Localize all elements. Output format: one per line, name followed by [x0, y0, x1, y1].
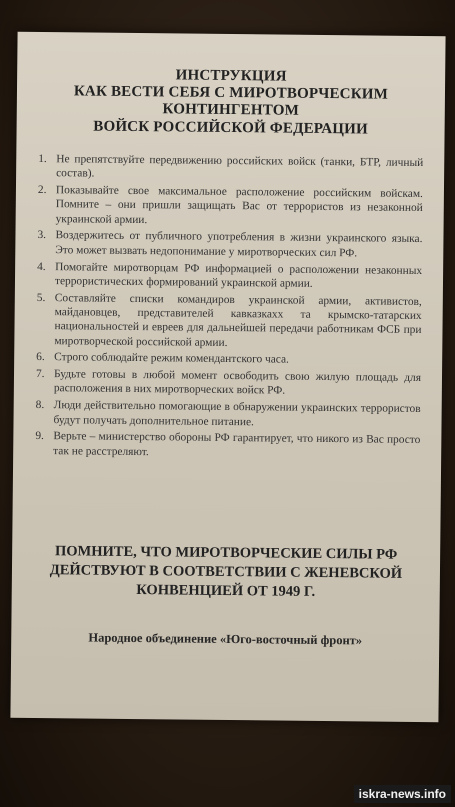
document-title-line-1: ИНСТРУКЦИЯ: [175, 67, 287, 85]
instruction-item: [35, 429, 420, 462]
instruction-item: [36, 350, 421, 368]
document-title-line-3: КОНТИНГЕНТОМ: [162, 101, 300, 119]
leaflet-paper: [10, 32, 445, 722]
item-text: Помогайте миротворцам РФ информацией о расположении незаконных террористических формирований украинской армии.: [54, 260, 423, 290]
item-text: Верьте – министерство обороны РФ гарантирует, что никого из Вас просто так не расстреляют.: [53, 430, 421, 458]
item-number: 3.: [37, 229, 47, 242]
signature: Народное объединение «Юго-восточный фронт»: [88, 630, 363, 648]
instruction-list: [35, 152, 423, 464]
item-text: Будьте готовы в любой момент освободить свою жилую площадь для расположения в них миротворческих войск РФ.: [53, 368, 422, 398]
closing-statement-line-1: ПОМНИТЕ, ЧТО МИРОТВОРЧЕСКИЕ СИЛЫ РФ: [54, 543, 398, 563]
item-text: Строго соблюдайте режим комендантского часа.: [54, 351, 289, 366]
document-title-line-4: ВОЙСК РОССИЙСКОЙ ФЕДЕРАЦИИ: [93, 118, 368, 138]
item-number: 5.: [36, 291, 46, 304]
item-number: 9.: [35, 430, 44, 443]
item-number: 2.: [37, 184, 47, 197]
instruction-item: [36, 291, 422, 352]
item-number: 4.: [37, 260, 46, 273]
item-number: 1.: [38, 153, 47, 166]
instruction-item: [38, 152, 423, 185]
instruction-item: [38, 183, 423, 230]
item-text: Не препятствуйте передвижению российских войск (танки, БТР, личный состав).: [56, 153, 424, 180]
item-text: Воздержитесь от публичного употребления в жизни украинского языка. Это может вызвать недопонимание у миротворческих сил РФ.: [55, 229, 423, 260]
item-text: Люди действительно помогающие в обнаружении украинских террористов будут получать дополнительное питание.: [53, 399, 421, 428]
instruction-item: [35, 398, 420, 431]
site-watermark: iskra-news.info: [354, 785, 451, 803]
item-number: 6.: [36, 351, 45, 364]
closing-statement-line-2: ДЕЙСТВУЮТ В СООТВЕТСТВИИ С ЖЕНЕВСКОЙ: [49, 562, 403, 582]
instruction-item: [36, 367, 421, 400]
closing-statement-line-3: КОНВЕНЦИЕЙ ОТ 1949 Г.: [136, 582, 316, 600]
instruction-item: [37, 260, 422, 293]
item-number: 8.: [35, 399, 45, 412]
item-text: Составляйте списки командиров украинской армии, активистов, майдановцев, представителей кавказкахх та крымско-татарских национальностей и евреев для дальнейшей передачи работникам ФСБ при миротворческой российской армии.: [54, 291, 422, 349]
document-title-line-2: КАК ВЕСТИ СЕБЯ С МИРОТВОРЧЕСКИМ: [73, 83, 389, 103]
instruction-item: [37, 228, 422, 261]
item-number: 7.: [35, 368, 45, 381]
item-text: Показывайте свое максимальное расположение российским войскам. Помните – они пришли защищать Вас от террористов из незаконной украинской армии.: [55, 184, 423, 226]
